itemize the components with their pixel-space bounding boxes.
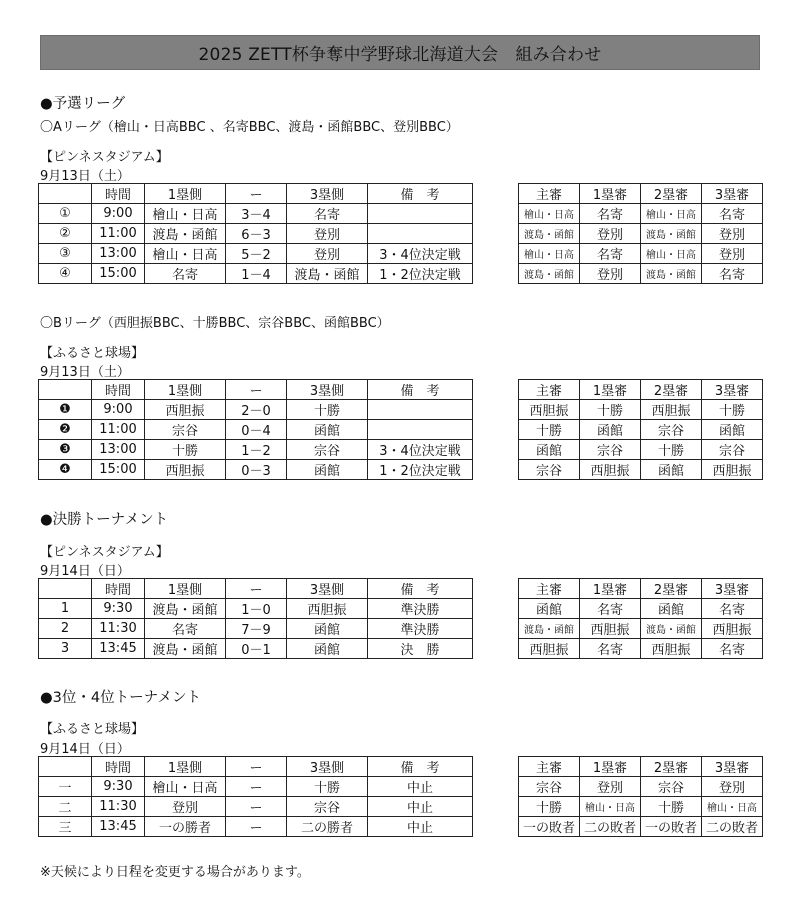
second-base-umpire: 一の敗者 xyxy=(641,817,702,837)
league-b-teams: 〇Bリーグ（西胆振BBC、十勝BBC、宗谷BBC、函館BBC） xyxy=(40,316,390,331)
column-header: 時間 xyxy=(92,184,145,204)
second-base-umpire: 十勝 xyxy=(641,797,702,817)
third-base-team: 二の勝者 xyxy=(287,817,368,837)
table-row xyxy=(519,440,763,460)
games-table-final xyxy=(38,578,473,659)
game-time: 9:00 xyxy=(92,204,145,224)
chief-umpire: 十勝 xyxy=(519,797,580,817)
third-base-umpire: 登別 xyxy=(702,224,763,244)
first-base-team: 渡島・函館 xyxy=(145,639,226,659)
second-base-umpire: 十勝 xyxy=(641,440,702,460)
games-table-league-a xyxy=(38,183,473,284)
column-header: 3塁審 xyxy=(702,579,763,599)
column-header: 備 考 xyxy=(368,184,473,204)
score: ー xyxy=(226,777,287,797)
table-row xyxy=(39,204,473,224)
score: 5－2 xyxy=(226,244,287,264)
third-base-team: 函館 xyxy=(287,460,368,480)
column-header: 主審 xyxy=(519,579,580,599)
column-header: 1塁審 xyxy=(580,380,641,400)
chief-umpire: 宗谷 xyxy=(519,460,580,480)
chief-umpire: 一の敗者 xyxy=(519,817,580,837)
score: 7－9 xyxy=(226,619,287,639)
third-base-team: 登別 xyxy=(287,224,368,244)
date-label: 9月13日（土） xyxy=(40,365,130,380)
column-header: 時間 xyxy=(92,579,145,599)
remarks: 3・4位決定戦 xyxy=(368,244,473,264)
first-base-team: 檜山・日高 xyxy=(145,204,226,224)
section-heading-preliminary: ●予選リーグ xyxy=(40,96,126,112)
game-time: 13:00 xyxy=(92,244,145,264)
game-time: 11:00 xyxy=(92,224,145,244)
column-header: 備 考 xyxy=(368,579,473,599)
table-row xyxy=(519,460,763,480)
third-base-umpire: 名寄 xyxy=(702,599,763,619)
first-base-umpire: 檜山・日高 xyxy=(580,797,641,817)
third-base-team: 西胆振 xyxy=(287,599,368,619)
games-table-third-place xyxy=(38,756,473,837)
section-heading-third-place-tournament: ●3位・4位トーナメント xyxy=(40,690,202,706)
third-base-team: 宗谷 xyxy=(287,440,368,460)
column-header xyxy=(39,184,92,204)
third-base-umpire: 十勝 xyxy=(702,400,763,420)
game-time: 11:00 xyxy=(92,420,145,440)
umpires-table-third-place xyxy=(518,756,763,837)
first-base-team: 名寄 xyxy=(145,619,226,639)
header-row xyxy=(519,380,763,400)
first-base-umpire: 登別 xyxy=(580,224,641,244)
column-header: 1塁側 xyxy=(145,757,226,777)
column-header: 主審 xyxy=(519,757,580,777)
column-header xyxy=(39,380,92,400)
third-base-team: 登別 xyxy=(287,244,368,264)
score: ー xyxy=(226,797,287,817)
header-row xyxy=(39,184,473,204)
third-base-team: 宗谷 xyxy=(287,797,368,817)
third-base-team: 十勝 xyxy=(287,400,368,420)
second-base-umpire: 宗谷 xyxy=(641,420,702,440)
second-base-umpire: 檜山・日高 xyxy=(641,204,702,224)
remarks: 準決勝 xyxy=(368,599,473,619)
score: ー xyxy=(226,817,287,837)
league-a-teams: 〇Aリーグ（檜山・日高BBC 、名寄BBC、渡島・函館BBC、登別BBC） xyxy=(40,120,459,135)
chief-umpire: 十勝 xyxy=(519,420,580,440)
game-number: ④ xyxy=(39,264,92,284)
column-header: 2塁審 xyxy=(641,184,702,204)
table-row xyxy=(519,244,763,264)
chief-umpire: 渡島・函館 xyxy=(519,619,580,639)
column-header: 3塁側 xyxy=(287,579,368,599)
third-base-umpire: 檜山・日高 xyxy=(702,797,763,817)
table-row xyxy=(519,599,763,619)
column-header: 3塁側 xyxy=(287,757,368,777)
column-header: 時間 xyxy=(92,757,145,777)
table-row xyxy=(39,639,473,659)
chief-umpire: 西胆振 xyxy=(519,400,580,420)
table-row xyxy=(519,777,763,797)
column-header: 3塁側 xyxy=(287,184,368,204)
date-label: 9月14日（日） xyxy=(40,742,130,757)
table-row xyxy=(39,599,473,619)
score: 6－3 xyxy=(226,224,287,244)
first-base-umpire: 名寄 xyxy=(580,599,641,619)
column-header: 備 考 xyxy=(368,380,473,400)
header-row xyxy=(519,579,763,599)
first-base-team: 西胆振 xyxy=(145,400,226,420)
venue-label: 【ふるさと球場】 xyxy=(40,722,145,737)
first-base-umpire: 西胆振 xyxy=(580,460,641,480)
third-base-team: 函館 xyxy=(287,619,368,639)
remarks xyxy=(368,204,473,224)
column-header: 2塁審 xyxy=(641,579,702,599)
remarks: 決 勝 xyxy=(368,639,473,659)
remarks: 中止 xyxy=(368,797,473,817)
third-base-team: 渡島・函館 xyxy=(287,264,368,284)
third-base-umpire: 西胆振 xyxy=(702,460,763,480)
game-number: 三 xyxy=(39,817,92,837)
second-base-umpire: 檜山・日高 xyxy=(641,244,702,264)
third-base-team: 名寄 xyxy=(287,204,368,224)
header-row xyxy=(519,757,763,777)
third-base-umpire: 西胆振 xyxy=(702,619,763,639)
column-header: 主審 xyxy=(519,184,580,204)
game-number: ❶ xyxy=(39,400,92,420)
remarks xyxy=(368,420,473,440)
first-base-umpire: 二の敗者 xyxy=(580,817,641,837)
table-row xyxy=(519,639,763,659)
first-base-umpire: 宗谷 xyxy=(580,440,641,460)
table-row xyxy=(519,224,763,244)
chief-umpire: 函館 xyxy=(519,599,580,619)
score: 2－0 xyxy=(226,400,287,420)
page-title: 2025 ZETT杯争奪中学野球北海道大会 組み合わせ xyxy=(40,35,760,70)
column-header: ー xyxy=(226,380,287,400)
game-number: 3 xyxy=(39,639,92,659)
first-base-team: 名寄 xyxy=(145,264,226,284)
first-base-umpire: 西胆振 xyxy=(580,619,641,639)
chief-umpire: 西胆振 xyxy=(519,639,580,659)
header-row xyxy=(39,757,473,777)
third-base-team: 函館 xyxy=(287,639,368,659)
first-base-team: 渡島・函館 xyxy=(145,224,226,244)
column-header: 備 考 xyxy=(368,757,473,777)
column-header: 時間 xyxy=(92,380,145,400)
column-header: 1塁側 xyxy=(145,579,226,599)
table-row xyxy=(39,797,473,817)
umpires-table-league-a xyxy=(518,183,763,284)
table-row xyxy=(519,619,763,639)
table-row xyxy=(519,264,763,284)
chief-umpire: 檜山・日高 xyxy=(519,204,580,224)
first-base-team: 宗谷 xyxy=(145,420,226,440)
third-base-umpire: 登別 xyxy=(702,244,763,264)
venue-label: 【ピンネスタジアム】 xyxy=(40,545,169,560)
game-time: 15:00 xyxy=(92,460,145,480)
second-base-umpire: 西胆振 xyxy=(641,639,702,659)
first-base-umpire: 十勝 xyxy=(580,400,641,420)
game-time: 13:45 xyxy=(92,639,145,659)
column-header: ー xyxy=(226,184,287,204)
first-base-team: 渡島・函館 xyxy=(145,599,226,619)
score: 1－4 xyxy=(226,264,287,284)
column-header: 主審 xyxy=(519,380,580,400)
third-base-umpire: 登別 xyxy=(702,777,763,797)
column-header: ー xyxy=(226,757,287,777)
game-time: 9:30 xyxy=(92,599,145,619)
game-time: 9:00 xyxy=(92,400,145,420)
score: 1－2 xyxy=(226,440,287,460)
table-row xyxy=(519,420,763,440)
third-base-umpire: 名寄 xyxy=(702,639,763,659)
table-row xyxy=(39,817,473,837)
remarks: 中止 xyxy=(368,817,473,837)
table-row xyxy=(39,264,473,284)
remarks xyxy=(368,400,473,420)
second-base-umpire: 函館 xyxy=(641,460,702,480)
column-header: 3塁側 xyxy=(287,380,368,400)
game-time: 13:45 xyxy=(92,817,145,837)
column-header: 1塁審 xyxy=(580,757,641,777)
third-base-umpire: 函館 xyxy=(702,420,763,440)
remarks xyxy=(368,224,473,244)
column-header xyxy=(39,757,92,777)
header-row xyxy=(39,579,473,599)
umpires-table-final xyxy=(518,578,763,659)
score: 1－0 xyxy=(226,599,287,619)
section-heading-final-tournament: ●決勝トーナメント xyxy=(40,512,169,528)
remarks: 1・2位決定戦 xyxy=(368,460,473,480)
third-base-team: 函館 xyxy=(287,420,368,440)
chief-umpire: 宗谷 xyxy=(519,777,580,797)
second-base-umpire: 宗谷 xyxy=(641,777,702,797)
game-number: 2 xyxy=(39,619,92,639)
game-number: ① xyxy=(39,204,92,224)
column-header: 1塁審 xyxy=(580,184,641,204)
score: 3－4 xyxy=(226,204,287,224)
score: 0－4 xyxy=(226,420,287,440)
column-header: 2塁審 xyxy=(641,757,702,777)
table-row xyxy=(39,619,473,639)
game-number: 1 xyxy=(39,599,92,619)
remarks: 3・4位決定戦 xyxy=(368,440,473,460)
table-row xyxy=(519,797,763,817)
game-time: 15:00 xyxy=(92,264,145,284)
table-row xyxy=(39,460,473,480)
score: 0－3 xyxy=(226,460,287,480)
game-number: 二 xyxy=(39,797,92,817)
first-base-umpire: 名寄 xyxy=(580,639,641,659)
second-base-umpire: 渡島・函館 xyxy=(641,619,702,639)
footnote: ※天候により日程を変更する場合があります。 xyxy=(40,865,310,880)
first-base-team: 西胆振 xyxy=(145,460,226,480)
column-header: 3塁審 xyxy=(702,757,763,777)
third-base-umpire: 二の敗者 xyxy=(702,817,763,837)
game-number: ❷ xyxy=(39,420,92,440)
column-header xyxy=(39,579,92,599)
game-time: 9:30 xyxy=(92,777,145,797)
table-row xyxy=(519,400,763,420)
game-number: ❸ xyxy=(39,440,92,460)
column-header: 2塁審 xyxy=(641,380,702,400)
column-header: 1塁側 xyxy=(145,380,226,400)
first-base-team: 檜山・日高 xyxy=(145,777,226,797)
header-row xyxy=(519,184,763,204)
table-row xyxy=(39,244,473,264)
game-number: ③ xyxy=(39,244,92,264)
date-label: 9月13日（土） xyxy=(40,169,130,184)
remarks: 中止 xyxy=(368,777,473,797)
table-row xyxy=(519,817,763,837)
first-base-team: 登別 xyxy=(145,797,226,817)
venue-label: 【ふるさと球場】 xyxy=(40,346,145,361)
first-base-umpire: 名寄 xyxy=(580,204,641,224)
first-base-team: 一の勝者 xyxy=(145,817,226,837)
column-header: 3塁審 xyxy=(702,380,763,400)
table-row xyxy=(39,440,473,460)
third-base-team: 十勝 xyxy=(287,777,368,797)
table-row xyxy=(39,400,473,420)
second-base-umpire: 渡島・函館 xyxy=(641,224,702,244)
column-header: 1塁側 xyxy=(145,184,226,204)
first-base-umpire: 名寄 xyxy=(580,244,641,264)
score: 0－1 xyxy=(226,639,287,659)
games-table-league-b xyxy=(38,379,473,480)
remarks: 準決勝 xyxy=(368,619,473,639)
game-time: 13:00 xyxy=(92,440,145,460)
game-number: ❹ xyxy=(39,460,92,480)
column-header: ー xyxy=(226,579,287,599)
umpires-table-league-b xyxy=(518,379,763,480)
column-header: 3塁審 xyxy=(702,184,763,204)
first-base-umpire: 函館 xyxy=(580,420,641,440)
table-row xyxy=(39,420,473,440)
game-time: 11:30 xyxy=(92,797,145,817)
chief-umpire: 渡島・函館 xyxy=(519,224,580,244)
chief-umpire: 渡島・函館 xyxy=(519,264,580,284)
first-base-team: 十勝 xyxy=(145,440,226,460)
first-base-team: 檜山・日高 xyxy=(145,244,226,264)
venue-label: 【ピンネスタジアム】 xyxy=(40,150,169,165)
game-number: 一 xyxy=(39,777,92,797)
third-base-umpire: 名寄 xyxy=(702,264,763,284)
chief-umpire: 函館 xyxy=(519,440,580,460)
third-base-umpire: 宗谷 xyxy=(702,440,763,460)
game-time: 11:30 xyxy=(92,619,145,639)
table-row xyxy=(519,204,763,224)
first-base-umpire: 登別 xyxy=(580,264,641,284)
third-base-umpire: 名寄 xyxy=(702,204,763,224)
chief-umpire: 檜山・日高 xyxy=(519,244,580,264)
table-row xyxy=(39,224,473,244)
game-number: ② xyxy=(39,224,92,244)
header-row xyxy=(39,380,473,400)
second-base-umpire: 西胆振 xyxy=(641,400,702,420)
second-base-umpire: 函館 xyxy=(641,599,702,619)
second-base-umpire: 渡島・函館 xyxy=(641,264,702,284)
table-row xyxy=(39,777,473,797)
first-base-umpire: 登別 xyxy=(580,777,641,797)
column-header: 1塁審 xyxy=(580,579,641,599)
date-label: 9月14日（日） xyxy=(40,564,130,579)
remarks: 1・2位決定戦 xyxy=(368,264,473,284)
